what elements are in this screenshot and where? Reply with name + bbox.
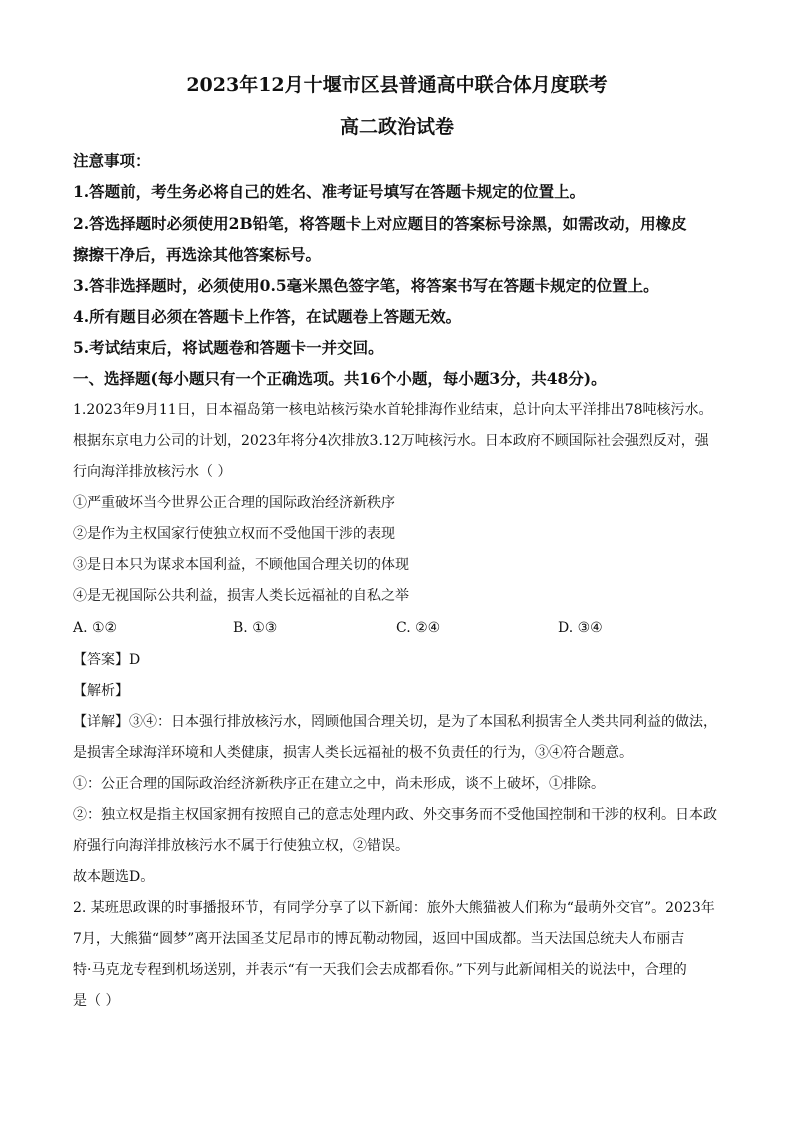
question-1-option-c: C. ②④: [396, 620, 441, 636]
question-2-stem: 7月，大熊猫“圆梦”离开法国圣艾尼昂市的博瓦勒动物园，返回中国成都。当天法国总统夫人布丽吉: [73, 931, 685, 947]
question-2-stem: 是（ ）: [73, 993, 120, 1009]
exam-subtitle: 高二政治试卷: [339, 116, 454, 138]
notes-item: 擦擦干净后，再选涂其他答案标号。: [73, 245, 322, 264]
notes-item: 5.考试结束后，将试题卷和答题卡一并交回。: [73, 338, 384, 357]
exam-title: 2023年12月十堰市区县普通高中联合体月度联考: [186, 74, 608, 96]
question-1-answer: 【答案】D: [73, 652, 141, 668]
question-1-option-b: B. ①③: [233, 620, 278, 636]
question-1-statement: ②是作为主权国家行使独立权而不受他国干涉的表现: [73, 526, 395, 542]
question-1-detail: 府强行向海洋排放核污水不属于行使独立权，②错误。: [73, 838, 409, 854]
question-1-statement: ④是无视国际公共利益，损害人类长远福祉的自私之举: [73, 588, 409, 604]
notes-item: 1.答题前，考生务必将自己的姓名、准考证号填写在答题卡规定的位置上。: [73, 182, 586, 201]
question-1-analysis-label: 【解析】: [73, 683, 129, 699]
question-2-stem: 2. 某班思政课的时事播报环节，有同学分享了以下新闻：旅外大熊猫被人们称为“最萌外交官”。2023年: [73, 900, 715, 916]
question-1-statement: ③是日本只为谋求本国利益，不顾他国合理关切的体现: [73, 557, 409, 573]
question-1-detail: ①：公正合理的国际政治经济新秩序正在建立之中，尚未形成，谈不上破坏，①排除。: [73, 776, 605, 792]
question-1-detail: 故本题选D。: [73, 869, 155, 885]
notes-item: 2.答选择题时必须使用2B铅笔，将答题卡上对应题目的答案标号涂黑，如需改动，用橡皮: [73, 214, 687, 233]
section-heading: 一、选择题(每小题只有一个正确选项。共16个小题，每小题3分，共48分)。: [73, 369, 607, 388]
question-1-stem: 根据东京电力公司的计划，2023年将分4次排放3.12万吨核污水。日本政府不顾国际社会强烈反对，强: [73, 433, 709, 449]
notes-heading: 注意事项：: [73, 151, 151, 170]
question-1-detail: ②：独立权是指主权国家拥有按照自己的意志处理内政、外交事务而不受他国控制和干涉的权利。日本政: [73, 807, 717, 823]
question-1-detail: 【详解】③④：日本强行排放核污水，罔顾他国合理关切，是为了本国私利损害全人类共同利益的做法，: [73, 714, 717, 730]
question-1-stem: 行向海洋排放核污水（ ）: [73, 464, 232, 480]
question-1-option-d: D. ③④: [558, 620, 603, 636]
question-2-stem: 特·马克龙专程到机场送别，并表示“有一天我们会去成都看你。”下列与此新闻相关的说法中，合理的: [73, 962, 687, 978]
notes-item: 4.所有题目必须在答题卡上作答，在试题卷上答题无效。: [73, 307, 462, 326]
notes-item: 3.答非选择题时，必须使用0.5毫米黑色签字笔，将答案书写在答题卡规定的位置上。: [73, 276, 659, 295]
question-1-option-a: A. ①②: [73, 620, 118, 636]
question-1-stem: 1.2023年9月11日，日本福岛第一核电站核污染水首轮排海作业结束，总计向太平洋排出78吨核污水。: [73, 402, 713, 418]
question-1-statement: ①严重破坏当今世界公正合理的国际政治经济新秩序: [73, 495, 395, 511]
question-1-detail: 是损害全球海洋环境和人类健康，损害人类长远福祉的极不负责任的行为，③④符合题意。: [73, 745, 633, 761]
